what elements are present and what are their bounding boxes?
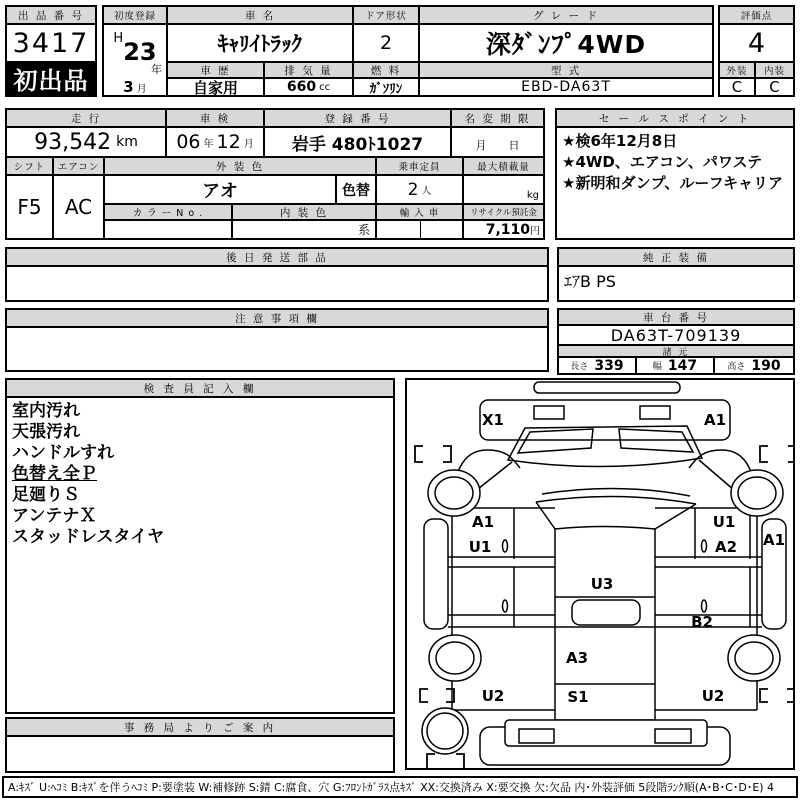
ext-color-value: アオ <box>105 176 337 205</box>
max-load-unit: kg <box>526 190 539 201</box>
inspector-notes-list <box>7 398 393 712</box>
chassis-spec-box <box>557 308 795 375</box>
first-reg-label: 初度登録 <box>104 7 168 25</box>
recycle-cell <box>464 221 543 238</box>
sales-points-list <box>557 128 793 238</box>
first-reg-year-unit: 年 <box>151 63 162 76</box>
first-reg-era: H <box>113 31 124 46</box>
spec-width-cell <box>637 358 715 373</box>
exterior-grade-label: 外装 <box>720 63 756 79</box>
chassis-value: DA63T-709139 <box>559 326 793 346</box>
first-reg-month: 3 <box>123 79 134 95</box>
damage-mark-rear-right: U2 <box>701 687 725 705</box>
color-no-label: カ ラ ー N o . <box>105 205 233 221</box>
damage-mark-front-left: X1 <box>481 411 505 429</box>
damage-mark-side-right: A1 <box>762 531 786 549</box>
import-cell-divider <box>420 221 421 238</box>
shaken-year-unit: 年 <box>203 138 214 150</box>
first-reg-month-unit: 月 <box>136 83 147 95</box>
int-color-suffix: 系 <box>357 223 370 237</box>
damage-mark-bed-right: B2 <box>691 613 713 631</box>
interior-grade-label: 内装 <box>756 63 793 79</box>
notes-label: 注 意 事 項 欄 <box>7 310 547 328</box>
int-color-label: 内 装 色 <box>233 205 377 221</box>
name-change-label: 名 変 期 限 <box>452 110 543 128</box>
inspector-note: 天張汚れ <box>12 422 80 442</box>
inspector-note: 足廻りＳ <box>12 485 80 505</box>
capacity-label: 乗車定員 <box>377 158 464 176</box>
notes-value <box>7 328 547 370</box>
spec-height-label: 高さ <box>727 362 746 372</box>
notes-box <box>5 308 549 372</box>
equipment-label: 純 正 装 備 <box>559 249 793 267</box>
spec-length-cell <box>559 358 637 373</box>
capacity-value: 2 <box>407 179 419 200</box>
office-notice-label: 事 務 局 よ り ご 案 内 <box>7 719 393 737</box>
office-notice-box <box>5 717 395 773</box>
score-box <box>718 5 795 97</box>
car-name-value: ｷｬﾘｲﾄﾗｯｸ <box>168 25 354 63</box>
displacement-label: 排 気 量 <box>265 63 354 79</box>
truck-top-view-diagram <box>407 380 793 768</box>
int-color-cell <box>233 221 377 238</box>
sales-point-line: ★4WD、エアコン、パワステ <box>562 153 763 171</box>
inspector-note: ハンドルすれ <box>12 443 114 463</box>
sales-point-line: ★検6年12月8日 <box>562 132 678 150</box>
damage-diagram-box <box>405 378 795 770</box>
shaken-month-unit: 月 <box>243 138 254 150</box>
name-change-month: 月 <box>475 139 487 152</box>
info-table <box>5 108 545 240</box>
inspector-label: 検 査 員 記 入 欄 <box>7 380 393 398</box>
mileage-label: 走 行 <box>7 110 167 128</box>
displacement-unit: cc <box>319 81 331 93</box>
spec-label: 諸 元 <box>559 346 793 358</box>
history-label: 車 歴 <box>168 63 265 79</box>
model-code-value: EBD-DA63T <box>521 79 611 95</box>
damage-mark-door-right-2: A2 <box>714 538 738 556</box>
shaken-cell <box>167 128 265 158</box>
later-parts-box <box>5 247 549 302</box>
recycle-value: 7,110 <box>485 221 530 238</box>
fuel-value: ｶﾞｿﾘﾝ <box>354 79 420 95</box>
reg-no-value: 岩手 480ﾄ1027 <box>265 128 452 158</box>
max-load-label: 最大積載量 <box>464 158 543 176</box>
damage-mark-door-left-1: A1 <box>471 513 495 531</box>
first-reg-year: 23 <box>123 38 157 66</box>
max-load-cell <box>464 176 543 205</box>
shift-label: シフト <box>7 158 54 176</box>
legend-text: A:ｷｽﾞ U:ﾍｺﾐ B:ｷｽﾞを伴うﾍｺﾐ P:要塗装 W:補修跡 S:錆 C:腐食、穴 G:ﾌﾛﾝﾄｶﾞﾗｽ点ｷｽﾞ XX:交換済み X:要交換 欠:欠品 内･外装評価 5段階ﾗﾝｸ順(A･B･C･D･E) 4 <box>8 781 775 794</box>
car-name-label: 車 名 <box>168 7 354 25</box>
spec-width-value: 147 <box>667 358 698 373</box>
fuel-label: 燃 料 <box>354 63 420 79</box>
reg-no-label: 登 録 番 号 <box>265 110 452 128</box>
spec-height-value: 190 <box>751 358 781 373</box>
door-shape-value: 2 <box>354 25 420 63</box>
displacement-value: 660 <box>286 79 317 95</box>
first-reg-year-cell <box>104 25 168 79</box>
first-listing-badge: 初出品 <box>7 61 95 95</box>
interior-grade-value: C <box>769 79 780 95</box>
spec-length-value: 339 <box>594 358 624 373</box>
history-value: 自家用 <box>168 79 265 95</box>
mileage-value: 93,542 <box>34 129 112 155</box>
aircon-value: AC <box>54 176 105 238</box>
score-label: 評価点 <box>720 7 793 25</box>
mileage-cell <box>7 128 167 158</box>
sales-point-line: ★新明和ダンプ、ルーフキャリア <box>562 174 784 192</box>
office-notice-value <box>7 737 393 771</box>
score-value: 4 <box>720 25 793 63</box>
recycle-unit: 円 <box>530 226 540 237</box>
shaken-label: 車 検 <box>167 110 265 128</box>
door-shape-label: ドア形状 <box>354 7 420 25</box>
inspector-note: スタッドレスタイヤ <box>12 527 165 547</box>
color-no-value <box>105 221 233 238</box>
capacity-unit: 人 <box>421 186 432 197</box>
equipment-value: ｴｱB PS <box>564 272 616 291</box>
color-change-flag: 色替 <box>337 176 377 205</box>
name-change-cell <box>452 128 543 158</box>
first-reg-month-cell <box>104 79 168 95</box>
later-parts-label: 後 日 発 送 部 品 <box>7 249 547 267</box>
damage-mark-rear-left: U2 <box>481 687 505 705</box>
shaken-year: 06 <box>176 131 201 153</box>
import-label: 輸 入 車 <box>377 205 464 221</box>
grade-label: グ レ ー ド <box>420 7 712 25</box>
sales-points-box <box>555 108 795 240</box>
later-parts-value <box>7 267 547 300</box>
sales-points-label: セ ー ル ス ポ イ ン ト <box>557 110 793 128</box>
model-code-label: 型 式 <box>420 63 712 79</box>
import-cell <box>377 221 464 238</box>
damage-mark-door-right-1: U1 <box>712 513 736 531</box>
lot-number-value: 3417 <box>12 27 90 59</box>
spec-height-cell <box>715 358 793 373</box>
lot-number-label: 出 品 番 号 <box>7 7 95 25</box>
damage-mark-bed: U3 <box>590 575 614 593</box>
rear-bumper <box>480 720 730 765</box>
chassis-label: 車 台 番 号 <box>559 310 793 326</box>
name-change-day: 日 <box>508 139 520 152</box>
legend-bar <box>2 776 798 798</box>
damage-mark-door-left-2: U1 <box>468 538 492 556</box>
displacement-cell <box>265 79 354 95</box>
grade-value: 深ﾀﾞﾝﾌﾟ4WD <box>420 25 712 63</box>
equipment-box <box>557 247 795 302</box>
inspector-box <box>5 378 395 714</box>
shaken-month: 12 <box>216 131 241 153</box>
exterior-grade-value: C <box>720 79 756 95</box>
spec-length-label: 長さ <box>570 362 589 372</box>
aircon-label: エアコン <box>54 158 105 176</box>
inspector-note-underlined: 色替え全Ｐ <box>12 464 97 484</box>
capacity-cell <box>377 176 464 205</box>
damage-mark-bed-lower: A3 <box>565 649 589 667</box>
lot-number-box <box>5 5 97 97</box>
damage-mark-tailgate: S1 <box>567 688 589 706</box>
damage-mark-front-right: A1 <box>703 411 727 429</box>
inspector-note: アンテナＸ <box>12 506 97 526</box>
mileage-unit: km <box>116 134 138 150</box>
shift-value: F5 <box>7 176 54 238</box>
spec-width-label: 幅 <box>652 362 662 372</box>
vehicle-header-table <box>102 5 714 97</box>
recycle-label: リサイクル預託金 <box>464 205 543 221</box>
inspector-note: 室内汚れ <box>12 401 80 421</box>
ext-color-label: 外 装 色 <box>105 158 377 176</box>
